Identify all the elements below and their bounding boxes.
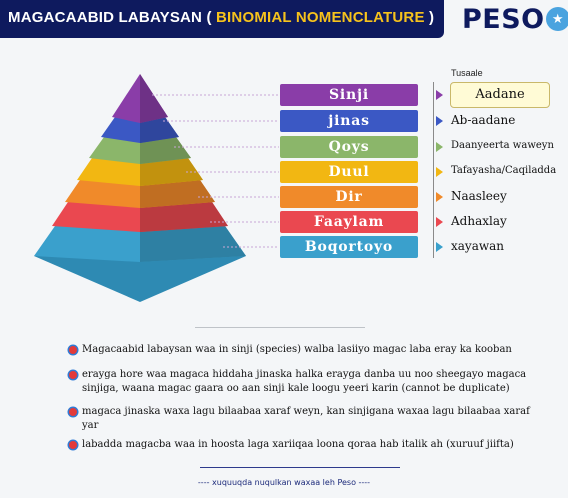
copyright-footer: ---- xuquuqda nuqulkan waxaa leh Peso ---- [197, 478, 371, 487]
page-title: MAGACAABID LABAYSAN ( BINOMIAL NOMENCLATURE ) [8, 9, 435, 26]
arrow-right-icon [436, 90, 443, 100]
rank-label: Faaylam [280, 211, 418, 233]
rank-example: Aadane [450, 82, 550, 108]
arrow-right-icon [436, 142, 443, 152]
pyramid-layer-shade [140, 74, 168, 123]
rank-label: Dir [280, 186, 418, 208]
pyramid-base [34, 256, 246, 302]
arrow-right-icon [436, 116, 443, 126]
example-heading: Tusaale [451, 68, 483, 78]
section-divider [195, 327, 365, 328]
arrow-right-icon [436, 167, 443, 177]
arrow-right-icon [436, 192, 443, 202]
note-text: erayga hore waa magaca hiddaha jinaska halka erayga danba uu noo sheegayo magaca sinjiga, waana magac gaara oo aan sinji kale loogu yeeri karin (cannot be duplicate) [82, 369, 527, 394]
rank-example: Ab-aadane [451, 113, 516, 127]
rank-example: Naasleey [451, 189, 507, 203]
example-divider [433, 82, 434, 258]
note-text: labadda magacba waa in hoosta laga xariiqaa loona qoraa hab italik ah (xuruuf jiifta) [82, 439, 514, 450]
arrow-right-icon [436, 217, 443, 227]
rank-example: Tafayasha/Caqiladda [451, 165, 557, 176]
note-bullet [69, 441, 77, 449]
somali-star-icon: ★ [546, 7, 568, 31]
rank-label: Sinji [280, 84, 418, 106]
note-bullet [69, 408, 77, 416]
rank-label: Boqortoyo [280, 236, 418, 258]
note-bullet [69, 346, 77, 354]
note-bullet [69, 371, 77, 379]
rank-label: jinas [280, 110, 418, 132]
footer-rule [200, 467, 400, 468]
rank-label: Qoys [280, 136, 418, 158]
note-text: magaca jinaska waxa lagu bilaabaa xaraf weyn, kan sinjigana waxaa lagu bilaabaa xaraf yar [82, 406, 530, 431]
rank-example: Adhaxlay [451, 214, 507, 228]
logo-text: PESO [462, 3, 545, 35]
pyramid-layer-shade [140, 226, 246, 262]
note-text: Magacaabid labaysan waa in sinji (species) walba lasiiyo magac laba eray ka kooban [82, 344, 512, 355]
rank-example: xayawan [451, 239, 505, 253]
arrow-right-icon [436, 242, 443, 252]
title-highlight: BINOMIAL NOMENCLATURE [216, 9, 425, 26]
rank-label: Duul [280, 161, 418, 183]
rank-example: Daanyeerta waweyn [451, 140, 554, 151]
